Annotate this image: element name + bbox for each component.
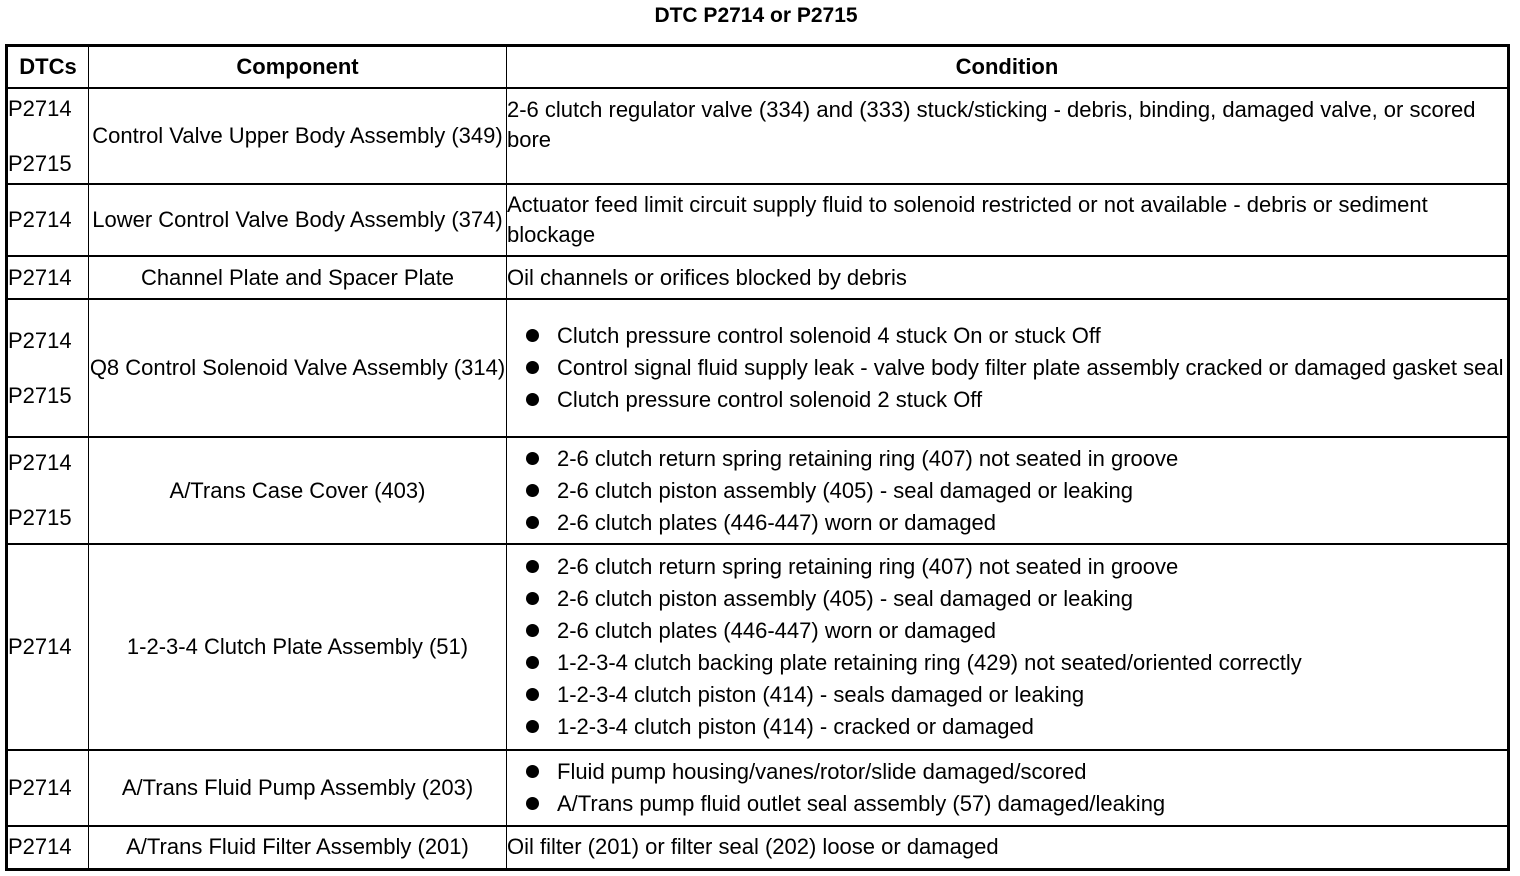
bullet-icon (526, 720, 539, 733)
header-dtcs: DTCs (7, 46, 89, 89)
dtc-code: P2714 (8, 834, 72, 860)
list-item: Control signal fluid supply leak - valve body filter plate assembly cracked or damaged gasket seal (507, 353, 1507, 383)
dtc-table (5, 44, 1510, 871)
bullet-icon (526, 560, 539, 573)
dtc-cell (7, 437, 89, 544)
dtc-code: P2715 (8, 150, 72, 176)
condition-cell (507, 437, 1509, 544)
table-row (7, 544, 1509, 750)
list-item: 2-6 clutch piston assembly (405) - seal damaged or leaking (507, 476, 1507, 506)
bullet-icon (526, 484, 539, 497)
dtc-code: P2714 (8, 264, 72, 290)
dtc-cell (7, 750, 89, 826)
bullet-icon (526, 656, 539, 669)
table-row (7, 184, 1509, 256)
component-cell: A/Trans Case Cover (403) (89, 437, 507, 544)
list-item: Fluid pump housing/vanes/rotor/slide damaged/scored (507, 757, 1507, 787)
bullet-icon (526, 765, 539, 778)
table-row (7, 437, 1509, 544)
table-row (7, 299, 1509, 437)
component-cell: Control Valve Upper Body Assembly (349) (89, 88, 507, 184)
dtc-code: P2715 (8, 382, 72, 408)
table-row (7, 750, 1509, 826)
table-header-row (7, 46, 1509, 89)
table-row (7, 826, 1509, 869)
condition-cell: 2-6 clutch regulator valve (334) and (333) stuck/sticking - debris, binding, damaged valve, or scored bore (507, 88, 1509, 184)
condition-list (507, 321, 1507, 415)
table-row (7, 88, 1509, 184)
list-item: Clutch pressure control solenoid 2 stuck Off (507, 385, 1507, 415)
condition-cell (507, 544, 1509, 750)
component-cell: Channel Plate and Spacer Plate (89, 256, 507, 299)
dtc-code: P2714 (8, 775, 72, 800)
dtc-cell (7, 256, 89, 299)
component-cell: Lower Control Valve Body Assembly (374) (89, 184, 507, 256)
dtc-cell (7, 544, 89, 750)
bullet-icon (526, 516, 539, 529)
dtc-cell (7, 88, 89, 184)
list-item: 1-2-3-4 clutch piston (414) - seals damaged or leaking (507, 680, 1507, 710)
condition-cell (507, 750, 1509, 826)
page-title: DTC P2714 or P2715 (654, 4, 858, 27)
bullet-icon (526, 688, 539, 701)
header-condition: Condition (507, 46, 1509, 89)
dtc-cell (7, 299, 89, 437)
dtc-code: P2714 (8, 450, 72, 475)
dtc-code: P2714 (8, 207, 72, 232)
bullet-icon (526, 624, 539, 637)
bullet-icon (526, 452, 539, 465)
dtc-cell (7, 184, 89, 256)
list-item: Clutch pressure control solenoid 4 stuck On or stuck Off (507, 321, 1507, 351)
dtc-code: P2714 (8, 95, 72, 121)
component-cell: 1-2-3-4 Clutch Plate Assembly (51) (89, 544, 507, 750)
bullet-icon (526, 361, 539, 374)
bullet-icon (526, 393, 539, 406)
bullet-icon (526, 592, 539, 605)
condition-cell: Oil filter (201) or filter seal (202) loose or damaged (507, 826, 1509, 869)
header-component: Component (89, 46, 507, 89)
condition-cell (507, 299, 1509, 437)
component-cell: A/Trans Fluid Filter Assembly (201) (89, 826, 507, 869)
condition-cell: Actuator feed limit circuit supply fluid to solenoid restricted or not available - debris or sediment blockage (507, 184, 1509, 256)
list-item: 2-6 clutch piston assembly (405) - seal damaged or leaking (507, 584, 1507, 614)
list-item: 2-6 clutch plates (446-447) worn or damaged (507, 616, 1507, 646)
dtc-code: P2715 (8, 505, 72, 530)
bullet-icon (526, 797, 539, 810)
component-cell: Q8 Control Solenoid Valve Assembly (314) (89, 299, 507, 437)
dtc-code: P2714 (8, 634, 72, 659)
list-item: 2-6 clutch plates (446-447) worn or damaged (507, 508, 1507, 538)
condition-list (507, 757, 1507, 819)
list-item: 2-6 clutch return spring retaining ring (407) not seated in groove (507, 444, 1507, 474)
dtc-code: P2714 (8, 327, 72, 353)
list-item: A/Trans pump fluid outlet seal assembly (57) damaged/leaking (507, 789, 1507, 819)
list-item: 1-2-3-4 clutch backing plate retaining ring (429) not seated/oriented correctly (507, 648, 1507, 678)
list-item: 1-2-3-4 clutch piston (414) - cracked or damaged (507, 712, 1507, 742)
bullet-icon (526, 329, 539, 342)
condition-list (507, 444, 1507, 538)
dtc-cell (7, 826, 89, 869)
condition-list (507, 552, 1507, 742)
table-row (7, 256, 1509, 299)
condition-cell: Oil channels or orifices blocked by debris (507, 256, 1509, 299)
list-item: 2-6 clutch return spring retaining ring (407) not seated in groove (507, 552, 1507, 582)
component-cell: A/Trans Fluid Pump Assembly (203) (89, 750, 507, 826)
